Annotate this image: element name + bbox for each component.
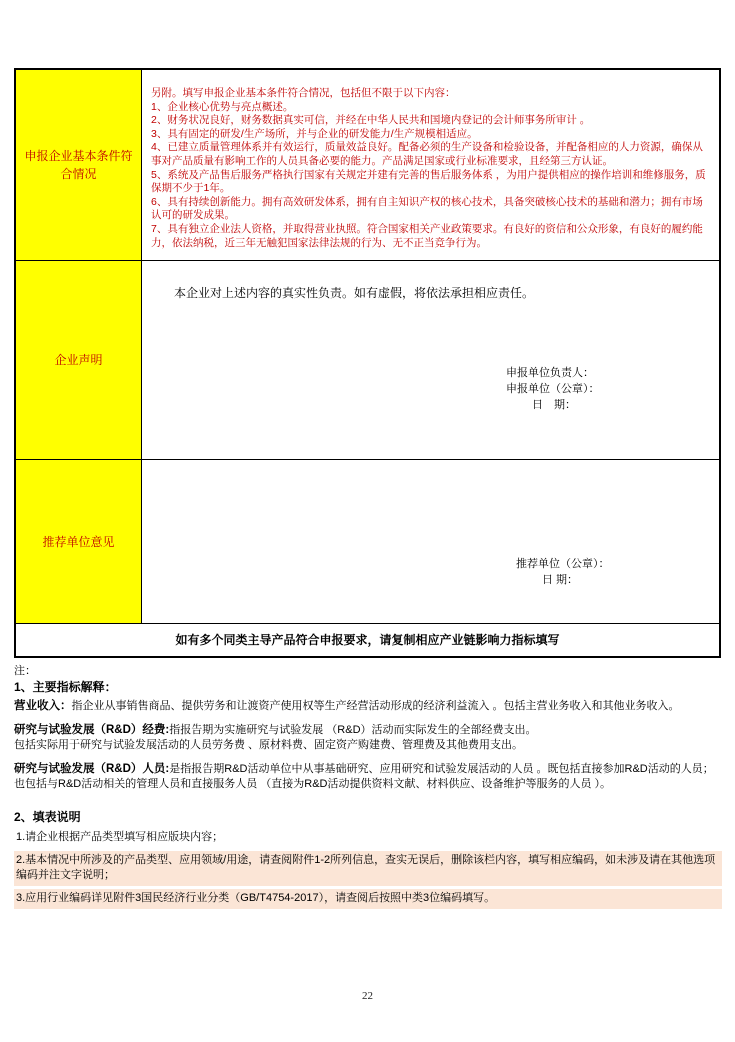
notes-section: [14, 663, 722, 909]
header-cell-declaration: [16, 261, 142, 459]
term-operating-revenue-desc: 指企业从事销售商品、提供劳务和让渡资产使用权等生产经营活动形成的经济利益流入 。包括主营业务收入和其他业务收入。: [71, 700, 680, 712]
header-label-recommendation: 推荐单位意见: [42, 534, 115, 549]
body-cell-basic-conditions: [142, 70, 719, 260]
declaration-signature-block: [506, 365, 600, 413]
recommendation-signature-block: [516, 556, 610, 588]
conditions-item-6: 6、具有持续创新能力。拥有高效研发体系，拥有自主知识产权的核心技术，具备突破核心技术的基础和潜力；拥有市场认可的研发成果。: [151, 195, 703, 222]
conditions-item-3: 3、具有固定的研发/生产场所，并与企业的研发能力/生产规模相适应。: [151, 127, 478, 140]
header-cell-recommendation: [16, 460, 142, 623]
notes-section1-title: 1、主要指标解释：: [14, 680, 117, 694]
body-cell-declaration: [142, 261, 719, 459]
fill-instructions-list: [14, 828, 722, 909]
fill-instruction-2-highlighted: 2.基本情况中所涉及的产品类型、应用领域/用途，请查阅附件1-2所列信息，查实无误后，删除该栏内容，填写相应编码，如未涉及请在其他选项编码并注文字说明；: [14, 851, 722, 886]
row-basic-conditions: [16, 70, 719, 261]
conditions-intro-line: 另附。填写申报企业基本条件符合情况，包括但不限于以下内容：: [151, 87, 456, 99]
term-rd-expenditure: [14, 723, 722, 753]
fill-instruction-3-highlighted: 3.应用行业编码详见附件3国民经济行业分类（GB/T4754-2017），请查阅后按照中类3位编码填写。: [14, 889, 722, 909]
row-recommendation: [16, 460, 719, 624]
term-operating-revenue: [14, 699, 722, 714]
row-table-footer: [16, 624, 719, 655]
declaration-statement: 本企业对上述内容的真实性负责。如有虚假，将依法承担相应责任。: [174, 286, 535, 300]
conditions-item-4: 4、已建立质量管理体系并有效运行，质量效益良好。配备必须的生产设备和检验设备，并配备相应的人力资源，确保从事对产品质量有影响工作的人员具备必要的能力。产品满足国家或行业标准要求，且经第三方认证。: [151, 141, 703, 167]
header-cell-basic-conditions: [16, 70, 142, 260]
term-rd-personnel: [14, 762, 722, 792]
term-rd-personnel-desc: 是指报告期R&D活动单位中从事基础研究、应用研究和试验发展活动的人员 。既包括直接参加R&D活动的人员；也包括与R&D活动相关的管理人员和直接服务人员 （直接为R&D活动提供资料文献、材料供应、设备维护等服务的人员 ）。: [14, 763, 714, 790]
term-rd-personnel-name: 研究与试验发展（R&D）人员:: [14, 763, 170, 775]
declarant-unit-seal-label: 申报单位（公章）：: [506, 383, 600, 395]
row-declaration: [16, 261, 719, 460]
notes-section2-title: 2、填表说明: [14, 810, 81, 824]
recommendation-date-label: 日 期：: [542, 574, 579, 586]
body-cell-recommendation: [142, 460, 719, 623]
application-form-table: [14, 68, 721, 658]
term-rd-expenditure-desc2: 包括实际用于研究与试验发展活动的人员劳务费 、原材料费、固定资产购建费、管理费及其他费用支出。: [14, 739, 524, 751]
fill-instruction-1: 1.请企业根据产品类型填写相应版块内容；: [16, 831, 224, 843]
declaration-date-label: 日 期：: [532, 399, 576, 411]
page-number: 22: [362, 990, 373, 1002]
recommend-unit-seal-label: 推荐单位（公章）：: [516, 558, 610, 570]
table-footer-instruction: 如有多个同类主导产品符合申报要求，请复制相应产业链影响力指标填写: [175, 633, 560, 647]
conditions-item-1: 1、企业核心优势与亮点概述。: [151, 100, 294, 113]
term-rd-expenditure-desc: 指报告期为实施研究与试验发展 （R&D）活动而实际发生的全部经费支出。: [169, 724, 537, 736]
basic-conditions-text: [142, 70, 719, 254]
notes-label: 注：: [14, 665, 36, 677]
term-rd-expenditure-name: 研究与试验发展（R&D）经费:: [14, 724, 170, 736]
header-label-declaration: 企业声明: [54, 353, 103, 367]
header-label-basic-conditions: 申报企业基本条件符合情况: [24, 149, 133, 181]
conditions-item-7: 7、具有独立企业法人资格，并取得营业执照。符合国家相关产业政策要求。有良好的资信和公众形象，有良好的履约能力，依法纳税，近三年无触犯国家法律法规的行为、无不正当竞争行为。: [151, 222, 703, 249]
term-operating-revenue-name: 营业收入：: [14, 700, 72, 712]
conditions-item-2: 2、财务状况良好，财务数据真实可信，并经在中华人民共和国境内登记的会计师事务所审计 。: [151, 114, 591, 127]
conditions-item-5: 5、系统及产品售后服务严格执行国家有关规定并建有完善的售后服务体系 ，为用户提供相应的操作培训和维修服务，质保期不少于1年。: [151, 168, 706, 195]
declarant-responsible-label: 申报单位负责人：: [506, 367, 594, 379]
